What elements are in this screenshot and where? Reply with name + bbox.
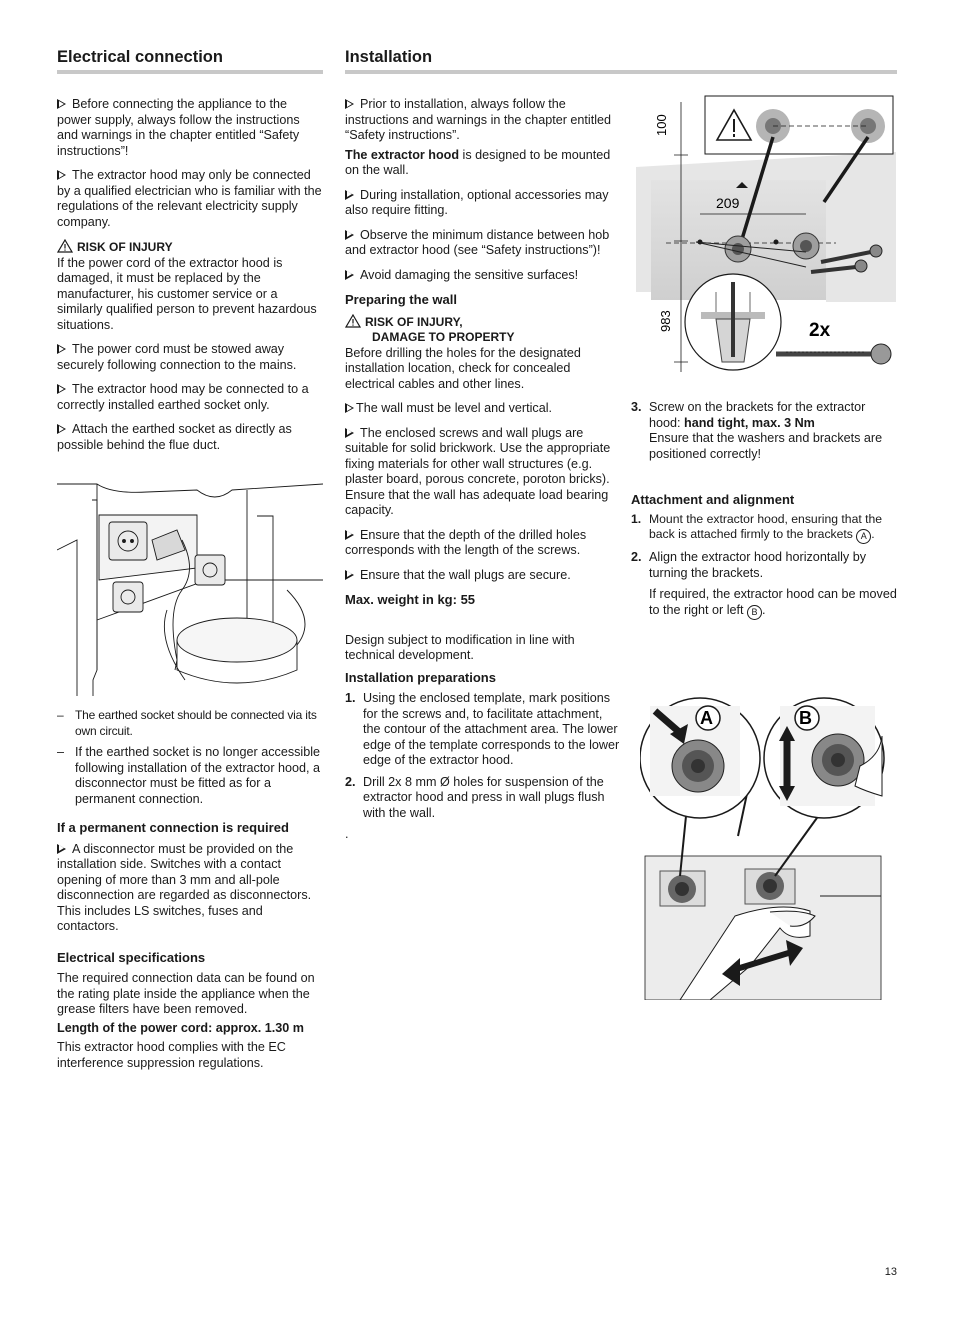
instruction: A disconnector must be provided on the installation side. Switches with a contact opening of more than 3 mm and all-pole disconnection are regarded as disconnectors. This includes LS switches, fuses and contactors.: [57, 841, 312, 933]
label-b: B: [799, 708, 812, 728]
arrow-icon: [345, 403, 354, 413]
instruction: Avoid damaging the sensitive surfaces!: [345, 268, 623, 284]
dimension-209: 209: [716, 195, 740, 211]
instruction: Ensure that the depth of the drilled holes corresponds with the length of the screws.: [345, 527, 587, 557]
column-installation-right: [631, 400, 897, 629]
instruction: Observe the minimum distance between hob and extractor hood (see “Safety instructions”)!: [345, 227, 610, 257]
column-electrical-lower: [57, 708, 323, 1080]
instruction: During installation, optional accessories may also require fitting.: [345, 187, 609, 217]
list-item: – The earthed socket should be connected via its own circuit.: [57, 708, 317, 738]
column-electrical: [57, 47, 323, 462]
max-weight: Max. weight in kg: 55: [345, 592, 476, 607]
instruction: The power cord must be stowed away securely following connection to the mains.: [57, 342, 297, 372]
list-item: 2. Align the extractor hood horizontally by turning the brackets.: [631, 550, 867, 580]
list-item: – If the earthed socket is no longer accessible following installation of the extractor hood, a disconnector must be fitted as for a permanent connection.: [57, 745, 321, 806]
instruction: Ensure that the wall plugs are secure.: [345, 568, 623, 584]
paragraph: The required connection data can be found on the rating plate inside the appliance when the grease filters have been removed.: [57, 971, 315, 1016]
heading-installation-preparations: Installation preparations: [345, 669, 496, 685]
warning-icon: [57, 239, 73, 253]
paragraph: The extractor hood is designed to be mounted on the wall.: [345, 147, 611, 177]
list-item: 1. Using the enclosed template, mark positions for the screws and, to facilitate attachment, the contour of the attachment area. The lower edge of the template corresponds to the lower edge of the extractor hood.: [345, 691, 620, 767]
heading-preparing-wall: Preparing the wall: [345, 292, 457, 307]
arrow-icon: [57, 384, 66, 394]
label-a: A: [700, 708, 713, 728]
list-item: 2. Drill 2x 8 mm Ø holes for suspension of the extractor hood and press in wall plugs flush with the wall.: [345, 774, 605, 820]
heading-attachment-alignment: Attachment and alignment: [631, 492, 795, 507]
section-rule: [345, 70, 897, 74]
paragraph: Design subject to modification in line with technical development.: [345, 632, 575, 662]
heading-electrical-specifications: Electrical specifications: [57, 949, 206, 965]
list-item: 1. Mount the extractor hood, ensuring that the back is attached firmly to the brackets A .: [631, 512, 897, 545]
marker-a: A: [856, 529, 871, 544]
instruction: The enclosed screws and wall plugs are suitable for solid brickwork. Use the appropriate fixing materials for other wall structures (e.g. plaster board, porous concrete, poroton bricks). Ensure that the wall has adequate load bearing capacity.: [345, 425, 611, 517]
list-item: 3. Screw on the brackets for the extractor hood: hand tight, max. 3 Nm Ensure that the washers and brackets are positioned correctly!: [631, 400, 883, 461]
instruction: The extractor hood may be connected to a correctly installed earthed socket only.: [57, 382, 309, 412]
socket-illustration: [57, 470, 323, 696]
arrow-icon: [57, 424, 66, 434]
arrow-icon: [57, 170, 66, 180]
bracket-diagram: [636, 92, 896, 374]
section-title-electrical: Electrical connection: [57, 48, 223, 66]
marker-b: B: [747, 605, 762, 620]
instruction: Attach the earthed socket as directly as possible behind the flue duct.: [57, 422, 292, 452]
instruction: The wall must be level and vertical.: [345, 401, 623, 417]
section-rule: [57, 70, 323, 74]
paragraph: This extractor hood complies with the EC interference suppression regulations.: [57, 1040, 286, 1070]
arrow-icon: [57, 344, 66, 354]
warning-icon: [345, 314, 361, 328]
dimension-983: 983: [658, 310, 673, 332]
risk-warning: RISK OF INJURY, DAMAGE TO PROPERTY Before drilling the holes for the designated installation location, check for concealed electrical cables and other lines.: [345, 314, 581, 391]
page-number: 13: [884, 1266, 897, 1278]
dimension-100: 100: [654, 114, 669, 136]
instruction: The extractor hood may only be connected by a qualified electrician who is familiar with the regulations of the relevant electricity supply company.: [57, 168, 322, 229]
arrow-icon: [345, 230, 354, 240]
arrow-icon: [345, 99, 354, 109]
arrow-icon: [57, 844, 66, 854]
alignment-illustration: [640, 696, 886, 1000]
stray-dot: .: [345, 827, 349, 841]
cord-length: Length of the power cord: approx. 1.30 m: [57, 1020, 305, 1035]
heading-permanent-connection: If a permanent connection is required: [57, 820, 289, 835]
arrow-icon: [57, 99, 66, 109]
quantity-label: 2x: [809, 320, 831, 341]
arrow-icon: [345, 570, 354, 580]
column-installation: [345, 47, 623, 852]
arrow-icon: [345, 190, 354, 200]
paragraph: If required, the extractor hood can be moved to the right or left B .: [631, 587, 897, 620]
risk-warning: RISK OF INJURY If the power cord of the extractor hood is damaged, it must be replaced by the manufacturer, his customer service or a similarly qualified person to prevent hazardous situations.: [57, 240, 317, 332]
section-title-installation: Installation: [345, 48, 433, 66]
instruction: Before connecting the appliance to the power supply, always follow the instructions and warnings in the chapter entitled “Safety instructions”!: [57, 97, 300, 158]
arrow-icon: [345, 530, 354, 540]
instruction: Prior to installation, always follow the instructions and warnings in the chapter entitled “Safety instructions”.: [345, 97, 612, 142]
arrow-icon: [345, 270, 354, 280]
arrow-icon: [345, 428, 354, 438]
